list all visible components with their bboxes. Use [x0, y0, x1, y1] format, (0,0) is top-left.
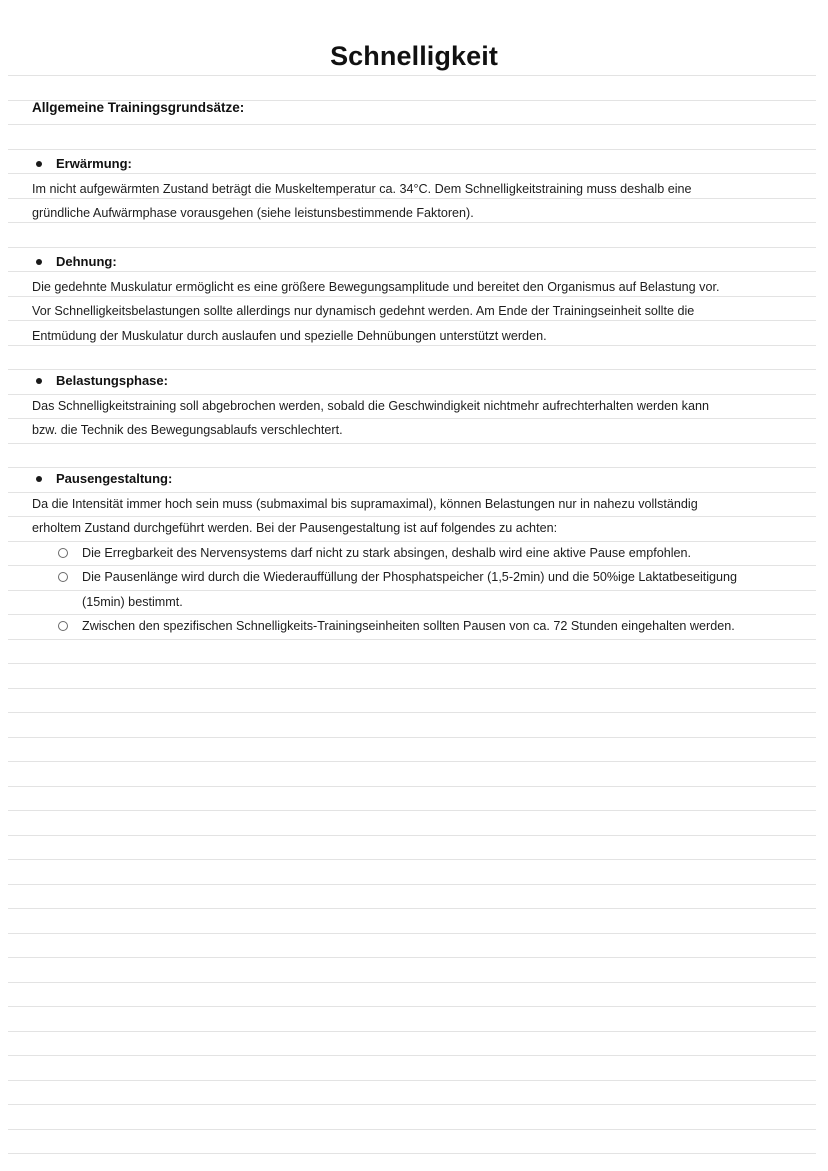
paragraph-line: bzw. die Technik des Bewegungsablaufs verschlechtert. — [32, 423, 343, 437]
bullet-dot-icon — [36, 476, 42, 482]
circle-bullet-icon — [58, 572, 68, 582]
paragraph-line: Im nicht aufgewärmten Zustand beträgt die Muskeltemperatur ca. 34°C. Dem Schnelligkeitstraining muss deshalb eine — [32, 181, 692, 196]
paragraph-line: Die gedehnte Muskulatur ermöglicht es eine größere Bewegungsamplitude und bereitet den Organismus auf Belastung vor. — [32, 279, 720, 294]
checklist-item-label: Zwischen den spezifischen Schnelligkeits-Trainingseinheiten sollten Pausen von ca. 72 Stunden eingehalten werden. — [82, 619, 735, 633]
circle-bullet-icon — [58, 548, 68, 558]
section-heading-label: Pausengestaltung: — [56, 471, 173, 486]
checklist-item-continuation — [0, 590, 828, 615]
section-belastungsphase — [0, 369, 828, 443]
checklist-item — [0, 541, 828, 566]
section-bullet-heading — [0, 369, 828, 394]
paragraph-line: Entmüdung der Muskulatur durch auslaufen und spezielle Dehnübungen unterstützt werden. — [32, 328, 547, 343]
section-heading-label: Belastungsphase: — [56, 373, 168, 388]
checklist-item — [0, 614, 828, 639]
section-heading-label: Erwärmung: — [56, 156, 132, 171]
checklist-item-label: Die Erregbarkeit des Nervensystems darf nicht zu stark absingen, deshalb wird eine aktive Pause empfohlen. — [82, 545, 692, 560]
section-bullet-heading — [0, 250, 828, 275]
section-pausengestaltung — [0, 467, 828, 639]
bullet-dot-icon — [36, 378, 42, 384]
paragraph-line: Das Schnelligkeitstraining soll abgebrochen werden, sobald die Geschwindigkeit nichtmehr aufrechterhalten werden kann — [32, 398, 709, 413]
paragraph-line: gründliche Aufwärmphase vorausgehen (siehe leistunsbestimmende Faktoren). — [32, 206, 474, 220]
page-title: Schnelligkeit — [330, 41, 498, 71]
section-bullet-heading — [0, 152, 828, 177]
paragraph-line: Da die Intensität immer hoch sein muss (submaximal bis supramaximal), können Belastungen nur in nahezu vollständig — [32, 496, 698, 511]
bullet-dot-icon — [36, 259, 42, 265]
section-heading-allgemeine-trainingsgrundsaetze: Allgemeine Trainingsgrundsätze: — [32, 100, 245, 115]
paragraph-line: Vor Schnelligkeitsbelastungen sollte allerdings nur dynamisch gedehnt werden. Am Ende der Trainingseinheit sollte die — [32, 304, 695, 318]
checklist-item-label: (15min) bestimmt. — [82, 594, 183, 609]
section-bullet-heading — [0, 467, 828, 492]
bullet-dot-icon — [36, 161, 42, 167]
paragraph-line: erholtem Zustand durchgeführt werden. Bei der Pausengestaltung ist auf folgendes zu achten: — [32, 521, 558, 535]
section-heading-label: Dehnung: — [56, 254, 117, 269]
checklist-item — [0, 565, 828, 590]
section-erwaermung — [0, 152, 828, 226]
section-dehnung — [0, 250, 828, 348]
circle-bullet-icon — [58, 621, 68, 631]
checklist-item-label: Die Pausenlänge wird durch die Wiederauffüllung der Phosphatspeicher (1,5-2min) und die 50%ige Laktatbeseitigung — [82, 570, 738, 584]
